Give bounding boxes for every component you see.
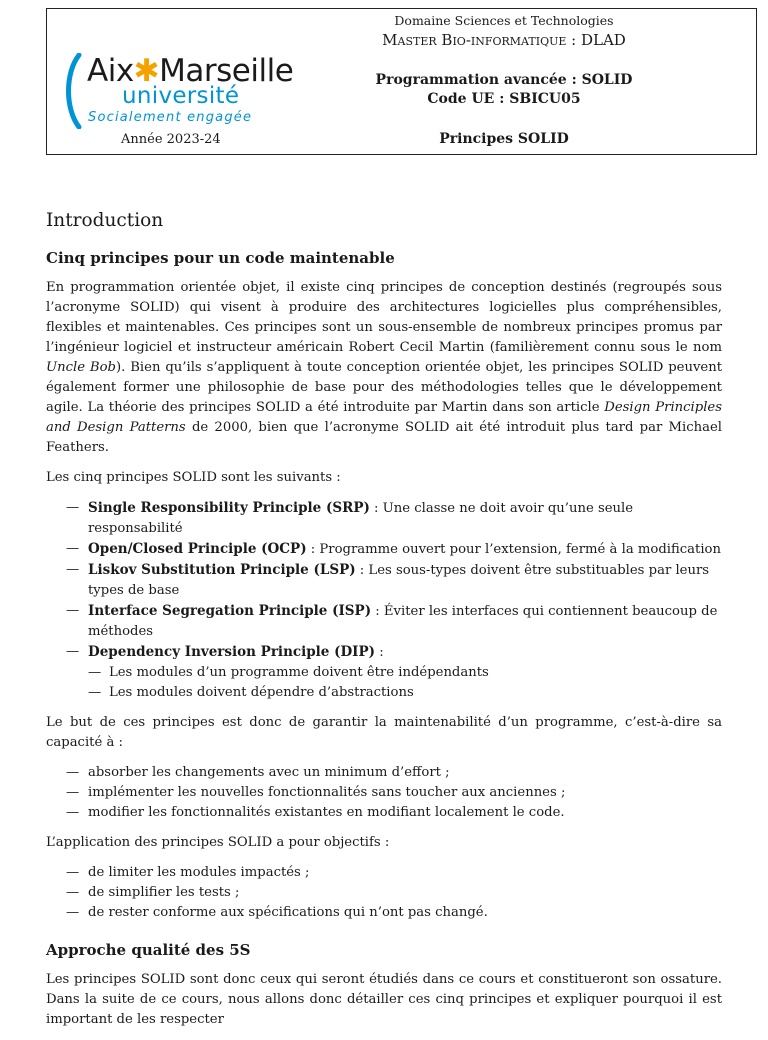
list-item: — de rester conforme aux spécifications qui n’ont pas changé. <box>46 903 722 923</box>
header-box <box>46 8 757 155</box>
goals-list <box>46 763 722 823</box>
paragraph-5s: Les principes SOLID sont donc ceux qui seront étudiés dans ce cours et constitueront son ossature. Dans la suite de ce cours, nous allons donc détailler ces cinq principes et expliquer pourquoi il est important de les respecter <box>46 972 722 1027</box>
list-item: — Les modules d’un programme doivent être indépendants <box>88 663 722 683</box>
paragraph-principles-lead: Les cinq principes SOLID sont les suivants : <box>46 470 341 485</box>
logo-tagline: Socialement engagée <box>88 110 253 125</box>
logo-name: Aix✱Marseille <box>87 53 294 89</box>
paragraph-goal: Le but de ces principes est donc de garantir la maintenabilité d’un programme, c’est-à-dire sa capacité à : <box>46 715 722 750</box>
list-item: — Interface Segregation Principle (ISP) : Éviter les interfaces qui contiennent beaucoup de méthodes <box>46 601 722 642</box>
subsection-title-cinq-principes: Cinq principes pour un code maintenable <box>46 249 395 267</box>
paragraph-objectives: L’application des principes SOLID a pour objectifs : <box>46 835 390 850</box>
domain-label: Domaine Sciences et Technologies <box>394 13 614 28</box>
subsection-title-5s: Approche qualité des 5S <box>46 941 251 959</box>
list-item: — modifier les fonctionnalités existantes en modifiant localement le code. <box>46 803 722 823</box>
list-item: — Les modules doivent dépendre d’abstractions <box>88 683 722 703</box>
list-item: — de simplifier les tests ; <box>46 883 722 903</box>
list-item: — Open/Closed Principle (OCP) : Programme ouvert pour l’extension, fermé à la modification <box>46 539 722 560</box>
logo-star-icon: ✱ <box>133 53 160 89</box>
dip-sublist <box>88 663 722 703</box>
list-item: — de limiter les modules impactés ; <box>46 863 722 883</box>
academic-year: Année 2023-24 <box>121 132 221 147</box>
list-item: — absorber les changements avec un minimum d’effort ; <box>46 763 722 783</box>
section-title-introduction: Introduction <box>46 210 164 231</box>
list-item: — implémenter les nouvelles fonctionnalités sans toucher aux anciennes ; <box>46 783 722 803</box>
course-code: Code UE : SBICU05 <box>427 91 581 107</box>
logo-universite: université <box>122 83 240 109</box>
course-title: Programmation avancée : SOLID <box>375 72 633 88</box>
list-item: — Liskov Substitution Principle (LSP) : Les sous-types doivent être substituables par leurs types de base <box>46 560 722 601</box>
principles-list <box>46 498 722 703</box>
university-logo <box>61 53 301 131</box>
master-label: Master Bio-informatique : DLAD <box>382 31 626 49</box>
paragraph-intro: En programmation orientée objet, il existe cinq principes de conception destinés (regroupés sous l’acronyme SOLID) qui visent à produire des architectures logicielles plus compréhensibles, flexibles et maintenables. Ces principes sont un sous-ensemble de nombreux principes promus par l’ingénieur logiciel et instructeur américain Robert Cecil Martin (familièrement connu sous le nom Uncle Bob). Bien qu’ils s’appliquent à toute conception orientée objet, les principes SOLID peuvent également former une philosophie de base pour des méthodologies telles que le développement agile. La théorie des principes SOLID a été introduite par Martin dans son article Design Principles and Design Patterns de 2000, bien que l’acronyme SOLID ait été introduit plus tard par Michael Feathers. <box>46 280 722 455</box>
list-item: — Single Responsibility Principle (SRP) : Une classe ne doit avoir qu’une seule responsabilité <box>46 498 722 539</box>
list-item: — Dependency Inversion Principle (DIP) : — Les modules d’un programme doivent être indépendants — Les modules doivent dépendre d’abstractions <box>46 642 722 703</box>
chapter-title: Principes SOLID <box>439 131 569 147</box>
logo-parenthesis-icon <box>61 53 83 129</box>
document-body <box>46 204 722 1040</box>
objectives-list <box>46 863 722 923</box>
